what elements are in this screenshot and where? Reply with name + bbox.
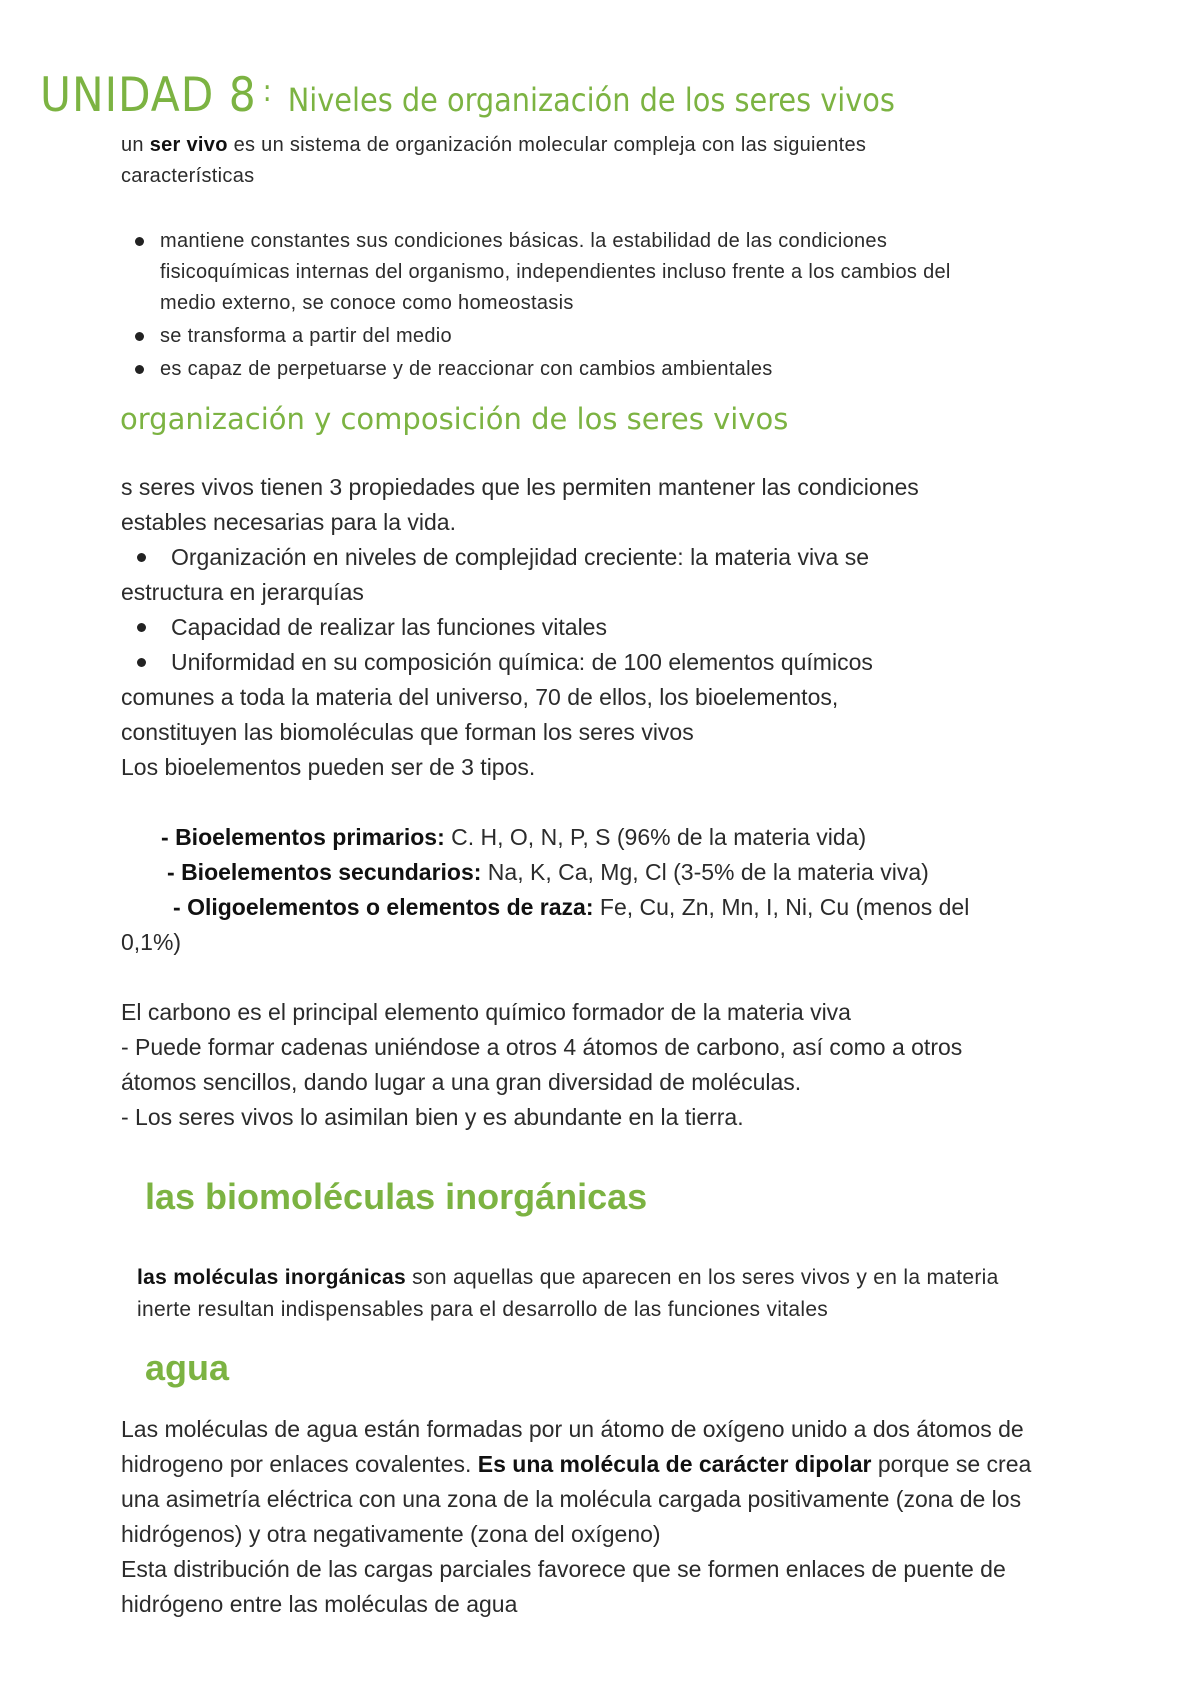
type-dash: -: [161, 824, 176, 850]
paragraph-line: Los bioelementos pueden ser de 3 tipos.: [121, 754, 536, 780]
paragraph-line: estructura en jerarquías: [121, 579, 364, 605]
spacer: [121, 785, 1121, 820]
definition-term: las moléculas inorgánicas: [137, 1266, 406, 1289]
list-item: [160, 354, 1160, 385]
unit-subtitle: Niveles de organización de los seres vivos: [287, 81, 895, 119]
list-item-text: es capaz de perpetuarse y de reaccionar con cambios ambientales: [160, 358, 773, 380]
paragraph-line: hidrógenos) y otra negativamente (zona del oxígeno): [121, 1521, 661, 1547]
list-item-text: se transforma a partir del medio: [160, 325, 452, 347]
intro-line-2: características: [121, 165, 255, 187]
list-item-text: Uniformidad en su composición química: de 100 elementos químicos: [171, 649, 873, 675]
list-item-text: mantiene constantes sus condiciones básicas. la estabilidad de las condiciones: [160, 230, 888, 252]
section-heading: las biomoléculas inorgánicas: [145, 1176, 648, 1217]
bullet-icon: [137, 553, 146, 562]
type-dash: -: [173, 894, 188, 920]
list-item: [121, 540, 1121, 575]
bioelement-type: [121, 820, 1121, 855]
text-run: porque se crea: [871, 1451, 1032, 1477]
unit-label: UNIDAD 8: [40, 68, 257, 123]
list-item-text: Organización en niveles de complejidad creciente: la materia viva se: [171, 544, 870, 570]
type-label: Bioelementos secundarios:: [181, 859, 482, 885]
type-text: Na, K, Ca, Mg, Cl (3-5% de la materia viva): [481, 859, 929, 885]
intro-post: es un sistema de organización molecular compleja con las siguientes: [227, 134, 867, 156]
list-item-text: fisicoquímicas internas del organismo, independientes incluso frente a los cambios del: [160, 261, 951, 283]
type-text: C. H, O, N, P, S (96% de la materia vida): [444, 824, 867, 850]
intro-paragraph: [121, 130, 1121, 192]
bioelement-type: [121, 890, 1121, 925]
paragraph-line: átomos sencillos, dando lugar a una gran diversidad de moléculas.: [121, 1069, 802, 1095]
type-label: Oligoelementos o elementos de raza:: [187, 894, 594, 920]
paragraph-line: una asimetría eléctrica con una zona de la molécula cargada positivamente (zona de los: [121, 1486, 1022, 1512]
section-heading: organización y composición de los seres vivos: [120, 402, 789, 436]
list-item: [121, 645, 1121, 680]
section-1-body: [121, 470, 1121, 1135]
bullet-icon: [135, 365, 144, 374]
paragraph-line: - Puede formar cadenas uniéndose a otros 4 átomos de carbono, así como a otros: [121, 1034, 963, 1060]
section-heading: agua: [145, 1347, 230, 1388]
list-item: [160, 321, 1160, 352]
bullet-icon: [137, 658, 146, 667]
intro-line-1: [121, 130, 1121, 161]
section-3-body: [121, 1412, 1121, 1622]
paragraph-line: hidrógeno entre las moléculas de agua: [121, 1591, 518, 1617]
type-text: Fe, Cu, Zn, Mn, I, Ni, Cu (menos del: [593, 894, 970, 920]
list-item: [121, 610, 1121, 645]
spacer: [121, 960, 1121, 995]
intro-bold: ser vivo: [149, 134, 228, 156]
bioelement-type: [121, 855, 1121, 890]
section-2-body: [137, 1262, 1137, 1326]
paragraph-line: inerte resultan indispensables para el desarrollo de las funciones vitales: [137, 1298, 829, 1321]
page-title: [40, 68, 895, 123]
paragraph-line: 0,1%): [121, 929, 182, 955]
paragraph-line: comunes a toda la materia del universo, 70 de ellos, los bioelementos,: [121, 684, 839, 710]
bullet-icon: [135, 332, 144, 341]
type-label: Bioelementos primarios:: [175, 824, 445, 850]
list-item: [160, 226, 1160, 319]
bold-run: Es una molécula de carácter dipolar: [477, 1451, 872, 1477]
paragraph-line: s seres vivos tienen 3 propiedades que les permiten mantener las condiciones: [121, 474, 919, 500]
paragraph-line: Las moléculas de agua están formadas por un átomo de oxígeno unido a dos átomos de: [121, 1416, 1024, 1442]
bullet-icon: [135, 237, 144, 246]
paragraph-line: - Los seres vivos lo asimilan bien y es abundante en la tierra.: [121, 1104, 744, 1130]
intro-pre: un: [121, 134, 150, 156]
paragraph-line: Esta distribución de las cargas parciales favorece que se formen enlaces de puente de: [121, 1556, 1006, 1582]
text-run: hidrogeno por enlaces covalentes.: [121, 1451, 478, 1477]
bullet-icon: [137, 623, 146, 632]
paragraph-line: El carbono es el principal elemento químico formador de la materia viva: [121, 999, 851, 1025]
type-dash: -: [167, 859, 182, 885]
title-colon: :: [262, 74, 272, 109]
paragraph-line: constituyen las biomoléculas que forman los seres vivos: [121, 719, 694, 745]
definition-text: son aquellas que aparecen en los seres vivos y en la materia: [405, 1266, 999, 1289]
paragraph-line: [121, 1447, 1121, 1482]
list-item-text: Capacidad de realizar las funciones vitales: [171, 614, 607, 640]
characteristics-list: [160, 226, 1160, 385]
paragraph-line: estables necesarias para la vida.: [121, 509, 456, 535]
paragraph-line: [137, 1262, 1137, 1294]
list-item-text: medio externo, se conoce como homeostasis: [160, 292, 574, 314]
